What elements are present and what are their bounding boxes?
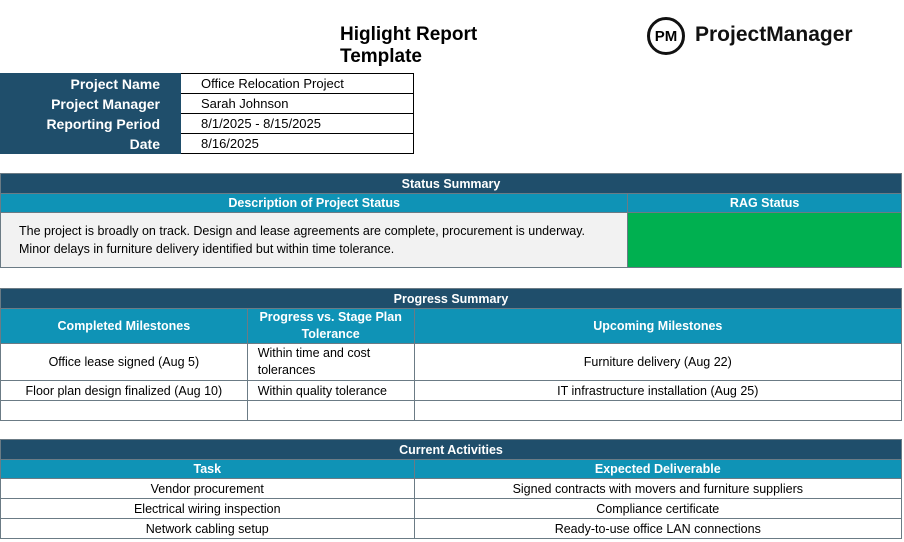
project-manager-cell[interactable]: Sarah Johnson xyxy=(181,94,414,114)
tolerance-cell[interactable]: Within time and cost tolerances xyxy=(247,344,414,381)
status-description-cell[interactable]: The project is broadly on track. Design and lease agreements are complete, procurement is underway. Minor delays in furniture delivery identified but within time tolerance. xyxy=(1,213,628,268)
date-label: Date xyxy=(1,134,181,154)
table-row xyxy=(1,381,902,401)
info-row xyxy=(1,74,414,94)
completed-milestones-header: Completed Milestones xyxy=(1,309,248,344)
upcoming-milestone-cell[interactable] xyxy=(414,401,901,421)
reporting-period-label: Reporting Period xyxy=(1,114,181,134)
progress-summary-title: Progress Summary xyxy=(1,289,902,309)
project-name-cell[interactable]: Office Relocation Project xyxy=(181,74,414,94)
date-cell[interactable]: 8/16/2025 xyxy=(181,134,414,154)
logo-text: ProjectManager xyxy=(695,23,853,46)
info-row xyxy=(1,134,414,154)
page-title: Higlight Report Template xyxy=(340,24,478,67)
rag-status-cell[interactable] xyxy=(628,213,902,268)
deliverable-cell[interactable]: Compliance certificate xyxy=(414,499,901,519)
project-name-label: Project Name xyxy=(1,74,181,94)
table-row xyxy=(1,499,902,519)
description-header: Description of Project Status xyxy=(1,194,628,213)
deliverable-cell[interactable]: Signed contracts with movers and furniture suppliers xyxy=(414,479,901,499)
current-activities-title: Current Activities xyxy=(1,440,902,460)
task-header: Task xyxy=(1,460,415,479)
info-row xyxy=(1,114,414,134)
progress-tolerance-header: Progress vs. Stage Plan Tolerance xyxy=(247,309,414,344)
task-cell[interactable]: Vendor procurement xyxy=(1,479,415,499)
project-info-table xyxy=(0,73,414,154)
pm-logo-icon: PM xyxy=(647,17,685,55)
status-summary-table xyxy=(0,173,902,268)
deliverable-header: Expected Deliverable xyxy=(414,460,901,479)
rag-status-header: RAG Status xyxy=(628,194,902,213)
tolerance-cell[interactable]: Within quality tolerance xyxy=(247,381,414,401)
progress-summary-table xyxy=(0,288,902,421)
task-cell[interactable]: Electrical wiring inspection xyxy=(1,499,415,519)
table-row xyxy=(1,519,902,539)
current-activities-table xyxy=(0,439,902,539)
upcoming-milestone-cell[interactable]: Furniture delivery (Aug 22) xyxy=(414,344,901,381)
tolerance-cell[interactable] xyxy=(247,401,414,421)
deliverable-cell[interactable]: Ready-to-use office LAN connections xyxy=(414,519,901,539)
completed-milestone-cell[interactable]: Floor plan design finalized (Aug 10) xyxy=(1,381,248,401)
status-summary-title: Status Summary xyxy=(1,174,902,194)
upcoming-milestone-cell[interactable]: IT infrastructure installation (Aug 25) xyxy=(414,381,901,401)
table-row xyxy=(1,344,902,381)
upcoming-milestones-header: Upcoming Milestones xyxy=(414,309,901,344)
reporting-period-cell[interactable]: 8/1/2025 - 8/15/2025 xyxy=(181,114,414,134)
projectmanager-logo[interactable] xyxy=(647,17,897,57)
table-row xyxy=(1,401,902,421)
completed-milestone-cell[interactable]: Office lease signed (Aug 5) xyxy=(1,344,248,381)
info-row xyxy=(1,94,414,114)
completed-milestone-cell[interactable] xyxy=(1,401,248,421)
task-cell[interactable]: Network cabling setup xyxy=(1,519,415,539)
project-manager-label: Project Manager xyxy=(1,94,181,114)
table-row xyxy=(1,479,902,499)
